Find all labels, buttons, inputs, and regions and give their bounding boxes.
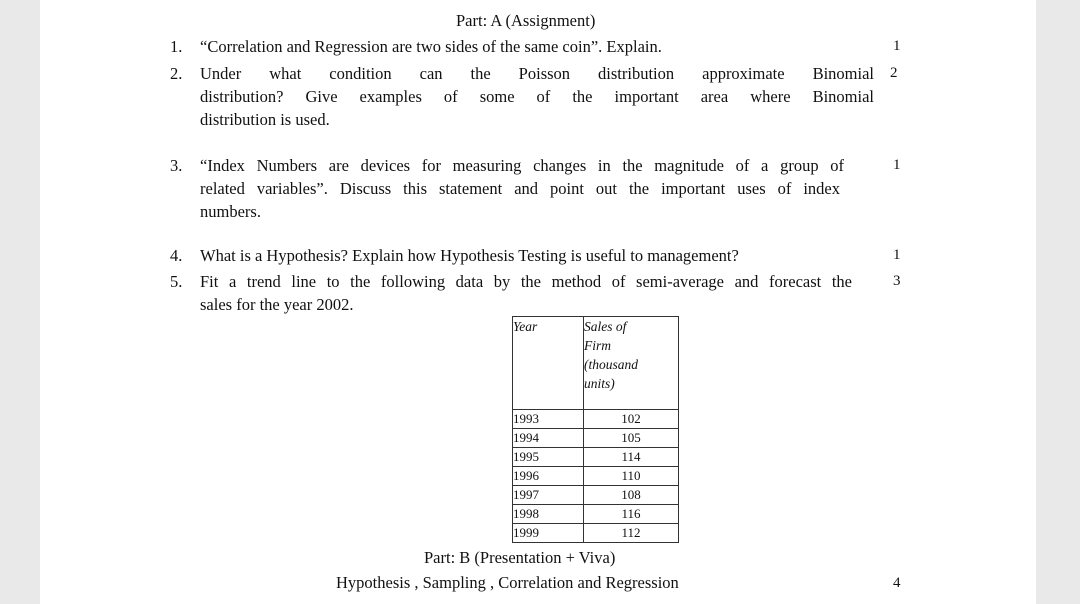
sales-header-line: units) <box>584 376 615 391</box>
sales-cell: 114 <box>584 448 679 467</box>
q2-line-2: distribution? Give examples of some of the important area where Binomial <box>200 87 874 106</box>
q1-number: 1. <box>170 37 183 56</box>
part-b-topics: Hypothesis , Sampling , Correlation and Regression <box>336 573 679 592</box>
q5-number: 5. <box>170 272 183 291</box>
q5-line-1: Fit a trend line to the following data by the method of semi-average and forecast the <box>200 272 852 291</box>
q5-marks: 3 <box>893 273 901 289</box>
year-column-header: Year <box>513 317 584 410</box>
table-row <box>513 467 679 486</box>
table-row <box>513 410 679 429</box>
part-a-heading: Part: A (Assignment) <box>456 11 596 30</box>
sales-column-header <box>584 317 679 410</box>
year-cell: 1993 <box>513 410 584 429</box>
part-b-marks: 4 <box>893 575 901 591</box>
sales-header-line: (thousand <box>584 357 638 372</box>
year-cell: 1998 <box>513 505 584 524</box>
sales-header-line: Sales of <box>584 319 627 334</box>
q3-number: 3. <box>170 156 183 175</box>
q2-number: 2. <box>170 64 183 83</box>
sales-cell: 110 <box>584 467 679 486</box>
q3-line-2: related variables”. Discuss this statement and point out the important uses of index <box>200 179 840 198</box>
sales-table <box>512 316 679 543</box>
sales-cell: 102 <box>584 410 679 429</box>
q5-line-2: sales for the year 2002. <box>200 295 354 314</box>
year-cell: 1994 <box>513 429 584 448</box>
table-row <box>513 448 679 467</box>
sales-cell: 116 <box>584 505 679 524</box>
q3-line-3: numbers. <box>200 202 261 221</box>
table-row <box>513 429 679 448</box>
sales-cell: 105 <box>584 429 679 448</box>
sales-cell: 108 <box>584 486 679 505</box>
year-cell: 1996 <box>513 467 584 486</box>
q3-marks: 1 <box>893 157 901 173</box>
year-cell: 1999 <box>513 524 584 543</box>
part-b-heading: Part: B (Presentation + Viva) <box>424 548 616 567</box>
year-cell: 1995 <box>513 448 584 467</box>
q4-marks: 1 <box>893 247 901 263</box>
sales-header-line: Firm <box>584 338 611 353</box>
q2-marks: 2 <box>890 65 898 81</box>
q2-line-3: distribution is used. <box>200 110 330 129</box>
table-row <box>513 486 679 505</box>
table-header-row <box>513 317 679 410</box>
sales-cell: 112 <box>584 524 679 543</box>
table-row <box>513 524 679 543</box>
q1-text: “Correlation and Regression are two sides of the same coin”. Explain. <box>200 37 662 56</box>
q4-number: 4. <box>170 246 183 265</box>
q4-text: What is a Hypothesis? Explain how Hypothesis Testing is useful to management? <box>200 246 739 265</box>
q3-line-1: “Index Numbers are devices for measuring changes in the magnitude of a group of <box>200 156 844 175</box>
table-row <box>513 505 679 524</box>
q1-marks: 1 <box>893 38 901 54</box>
q2-line-1: Under what condition can the Poisson distribution approximate Binomial <box>200 64 874 83</box>
year-cell: 1997 <box>513 486 584 505</box>
document-page <box>40 0 1036 604</box>
